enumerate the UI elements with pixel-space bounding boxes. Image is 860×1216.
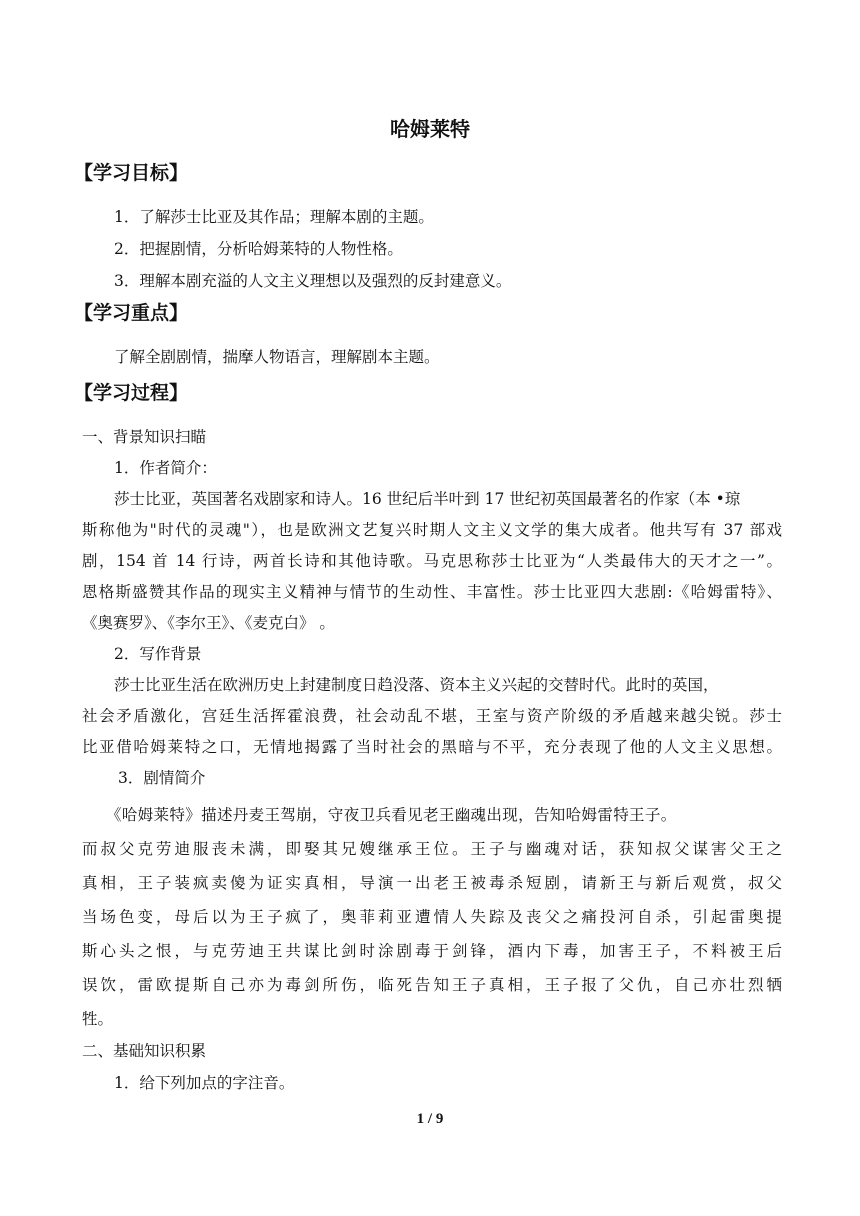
basics-item-1: 1．给下列加点的字注音。 [114,1074,295,1092]
section-heading-process: 【学习过程】 [74,382,189,404]
author-line-4: 恩格斯盛赞其作品的现实主义精神与情节的生动性、丰富性。莎士比亚四大悲剧:《哈姆雷特》、 [82,583,782,601]
plot-line-2: 而叔父克劳迪服丧未满，即娶其兄嫂继承王位。王子与幽魂对话，获知叔父谋害父王之 [82,840,782,858]
page-number: 1 / 9 [416,1111,444,1127]
plot-line-1: 《哈姆莱特》描述丹麦王驾崩，守夜卫兵看见老王幽魂出现，告知哈姆雷特王子。 [106,806,677,824]
document-title: 哈姆莱特 [390,117,470,141]
part-heading-background: 一、背景知识扫瞄 [82,428,207,446]
part-heading-basics: 二、基础知识积累 [82,1042,207,1060]
author-line-5: 《奥赛罗》、《李尔王》、《麦克白》 。 [82,614,335,632]
focus-text: 了解全剧剧情，揣摩人物语言，理解剧本主题。 [114,348,440,366]
plot-line-3: 真相，王子装疯卖傻为证实真相，导演一出老王被毒杀短剧，请新王与新后观赏，叔父 [82,874,782,892]
writing-background-line-2: 社会矛盾激化，宫廷生活挥霍浪费，社会动乱不堪，王室与资产阶级的矛盾越来越尖锐。莎士 [82,707,782,725]
sub-heading-writing-background: 2．写作背景 [114,645,202,663]
author-line-1: 莎士比亚，英国著名戏剧家和诗人。16 世纪后半叶到 17 世纪初英国最著名的作家（本 •琼 [114,490,741,508]
author-line-2: 斯称他为"时代的灵魂"），也是欧洲文艺复兴时期人文主义文学的集大成者。他共写有 37 部戏 [82,521,782,539]
goal-item-3: 3．理解本剧充溢的人文主义理想以及强烈的反封建意义。 [114,272,512,290]
section-heading-focus: 【学习重点】 [74,302,189,324]
plot-line-5: 斯心头之恨，与克劳迪王共谋比剑时涂剧毒于剑锋，酒内下毒，加害王子，不料被王后 [82,942,782,960]
goal-item-2: 2．把握剧情，分析哈姆莱特的人物性格。 [114,240,403,258]
goal-item-1: 1．了解莎士比亚及其作品；理解本剧的主题。 [114,208,434,226]
author-line-3: 剧，154 首 14 行诗，两首长诗和其他诗歌。马克思称莎士比亚为“人类最伟大的天才之一”。 [82,552,782,570]
sub-heading-plot: 3．剧情简介 [118,769,206,787]
plot-line-7: 牲。 [82,1010,114,1028]
sub-heading-author: 1．作者简介： [114,459,217,477]
plot-line-6: 误饮，雷欧提斯自己亦为毒剑所伤，临死告知王子真相，王子报了父仇，自己亦壮烈牺 [82,976,782,994]
writing-background-line-1: 莎士比亚生活在欧洲历史上封建制度日趋没落、资本主义兴起的交替时代。此时的英国， [114,676,719,694]
plot-line-4: 当场色变，母后以为王子疯了，奥菲莉亚遭情人失踪及丧父之痛投河自杀，引起雷奥提 [82,908,782,926]
section-heading-goals: 【学习目标】 [74,162,189,184]
writing-background-line-3: 比亚借哈姆莱特之口，无情地揭露了当时社会的黑暗与不平，充分表现了他的人文主义思想。 [82,738,782,756]
